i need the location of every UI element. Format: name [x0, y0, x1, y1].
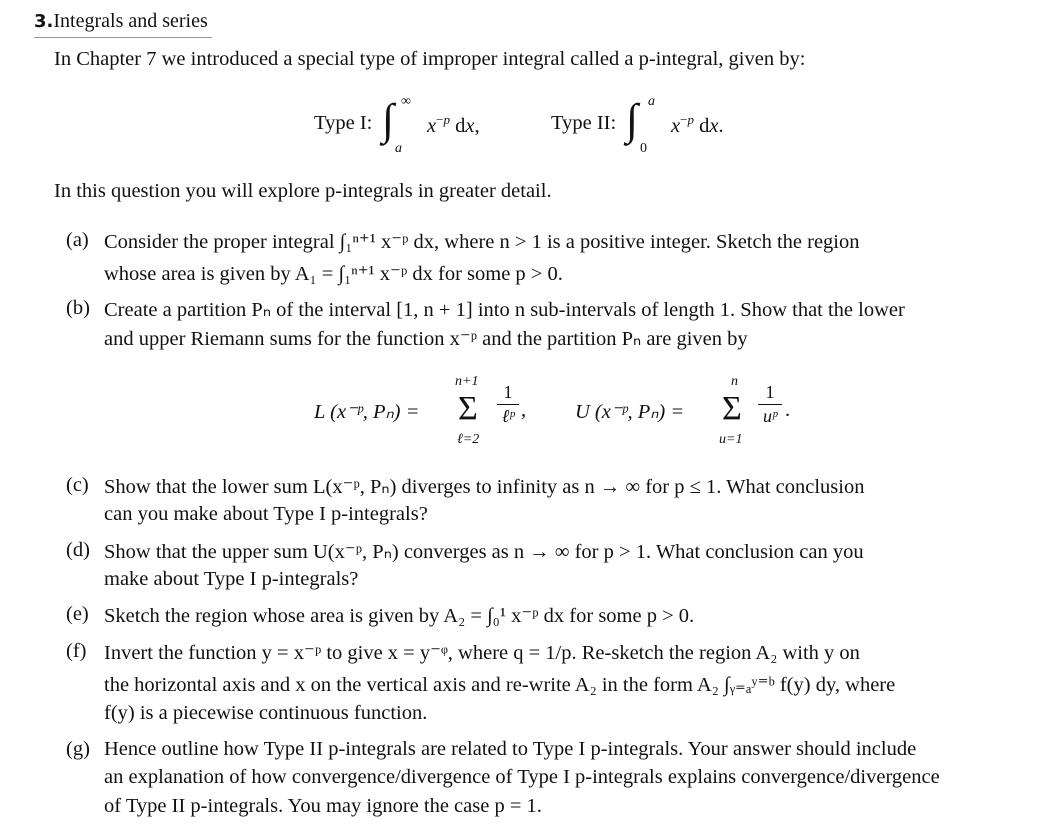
type2-integrand: $x^{-p}$ dx.	[671, 112, 724, 137]
type1-upper-limit: ∞	[401, 94, 411, 109]
lower-sum-bottom-index: ℓ=2	[457, 432, 480, 447]
part-f-line-1: Invert the function y = x⁻ᵖ to give x = y⁻ᵠ, where q = 1/p. Re-sketch the region A₂ with y on	[104, 642, 860, 664]
lower-sum-fraction	[497, 382, 519, 427]
type2-integral-sign: ∫	[626, 95, 639, 144]
part-g-line-1: Hence outline how Type II p-integrals are related to Type I p-integrals. Your answer should include	[104, 738, 917, 760]
intro-text: In Chapter 7 we introduced a special type of improper integral called a p-integral, given by:	[54, 48, 806, 70]
part-g-line-2: an explanation of how convergence/divergence of Type I p-integrals explains convergence/divergence	[104, 766, 940, 788]
question-heading	[34, 10, 212, 38]
upper-sum-fraction	[758, 382, 782, 427]
upper-sum-bottom-index: u=1	[719, 432, 743, 447]
part-g-line-3: of Type II p-integrals. You may ignore the case p = 1.	[104, 795, 542, 817]
part-f-line-2: the horizontal axis and x on the vertical axis and re-write A₂ in the form A₂ ∫ᵧ₌ₐʸ⁼ᵇ f(y) dy, where	[104, 674, 896, 696]
upper-sum-period: .	[785, 399, 791, 421]
part-d-line-1: Show that the upper sum U(x⁻ᵖ, Pₙ) converges as n → ∞ for p > 1. What conclusion can you	[104, 541, 864, 563]
type1-lower-limit: a	[395, 141, 402, 156]
lower-sum-numerator: 1	[503, 382, 513, 402]
explore-text: In this question you will explore p-integrals in greater detail.	[54, 180, 552, 202]
part-c-line-1: Show that the lower sum L(x⁻ᵖ, Pₙ) diverges to infinity as n → ∞ for p ≤ 1. What conclusion	[104, 476, 865, 498]
part-f-line-3: f(y) is a piecewise continuous function.	[104, 702, 428, 724]
part-d-line-2: make about Type I p-integrals?	[104, 568, 359, 590]
lower-sum-lhs: L (x⁻ᵖ, Pₙ) =	[314, 401, 420, 423]
type2-lower-limit: 0	[640, 141, 647, 156]
part-a-line-1: Consider the proper integral ∫₁ⁿ⁺¹ x⁻ᵖ dx, where n > 1 is a positive integer. Sketch the region	[104, 231, 860, 253]
type2-upper-limit: a	[648, 94, 655, 109]
type1-integrand: $x^{-p}$ dx,	[427, 112, 480, 137]
type1-label: Type I:	[314, 112, 373, 134]
part-f-label: (f)	[66, 640, 87, 662]
part-e-label: (e)	[66, 603, 89, 625]
part-d-label: (d)	[66, 539, 90, 561]
part-b-line-1: Create a partition Pₙ of the interval [1, n + 1] into n sub-intervals of length 1. Show that the lower	[104, 299, 905, 321]
type2-label: Type II:	[551, 112, 617, 134]
upper-sum-denominator: uᵖ	[762, 406, 778, 426]
part-a-line-2: whose area is given by A₁ = ∫₁ⁿ⁺¹ x⁻ᵖ dx for some p > 0.	[104, 263, 563, 285]
question-number: 3.	[34, 11, 54, 32]
upper-sum-top-index: n	[731, 374, 738, 389]
upper-sum-sigma: Σ	[722, 390, 742, 427]
part-c-line-2: can you make about Type I p-integrals?	[104, 503, 428, 525]
lower-sum-sigma: Σ	[458, 390, 478, 427]
upper-sum-numerator: 1	[765, 382, 775, 402]
part-b-line-2: and upper Riemann sums for the function x⁻ᵖ and the partition Pₙ are given by	[104, 328, 748, 350]
lower-sum-comma: ,	[521, 399, 527, 421]
part-e-line-1: Sketch the region whose area is given by A₂ = ∫₀¹ x⁻ᵖ dx for some p > 0.	[104, 605, 695, 627]
part-g-label: (g)	[66, 738, 90, 760]
upper-sum-lhs: U (x⁻ᵖ, Pₙ) =	[575, 401, 685, 423]
part-a-label: (a)	[66, 229, 89, 251]
lower-sum-denominator: ℓᵖ	[501, 406, 515, 426]
lower-sum-top-index: n+1	[455, 374, 479, 389]
part-b-label: (b)	[66, 297, 90, 319]
part-c-label: (c)	[66, 474, 89, 496]
type1-integral-sign: ∫	[382, 95, 395, 144]
question-title: Integrals and series	[53, 10, 208, 32]
